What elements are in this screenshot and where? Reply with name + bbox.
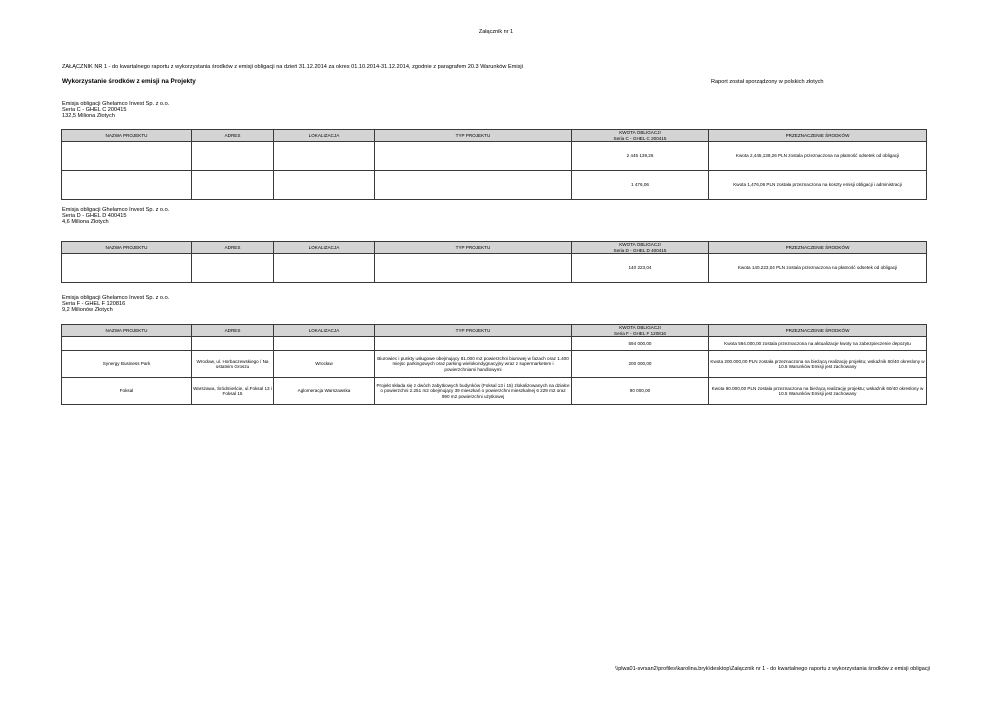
table-row: [62, 351, 927, 378]
col-project-type: TYP PROJEKTU: [375, 130, 572, 142]
cell-purpose: Kwota 200.000,00 PLN została przeznaczona na bieżącą realizację projektu; wskaźnik 60/40 okreslony w 10.5 Warunków Emisji jest zachowany: [709, 351, 927, 378]
cell-location: Aglomeracja Warszawska: [274, 378, 375, 405]
cell-name: [62, 171, 192, 200]
cell-purpose: Kwota 2,445,139,26 PLN zostala przeznaczona na płatność odsetek od obligacji: [709, 142, 927, 171]
issue-size: 132,5 Miliona Złotych: [62, 113, 115, 120]
currency-note: Raport został sporządzony w polskich złotych: [711, 79, 824, 85]
cell-purpose: Kwota 594.000,00 zostala przeznaczona na aktualizacje kwoty na zabezpieczenie depozytu: [709, 337, 927, 351]
cell-name: Synergy Business Park: [62, 351, 192, 378]
document-title: ZAŁĄCZNIK NR 1 - do kwartalnego raportu z wykorzystania środków z emisji obligacji na dzień 31.12.2014 za okres 01.10.2014-31.12.2014, zgodnie z paragrafem 20.3 Warunków Emisji: [62, 64, 523, 70]
cell-location: [274, 254, 375, 283]
col-address: ADRES: [192, 130, 274, 142]
series-name: Seria F - GHEL F 120816: [62, 301, 126, 308]
issue-info-d: [62, 207, 169, 225]
projects-table-series-c: [61, 129, 927, 200]
col-amount-label: KWOTA OBLIGACJI: [619, 130, 661, 136]
cell-location: Wrocław: [274, 351, 375, 378]
col-amount: [572, 242, 709, 254]
cell-purpose: Kwota 90.000,00 PLN została przeznaczona na bieżącą realizację projektu; wskaźnik 60/40 okreslony w 10.5 Warunków Emisji jest zachowany: [709, 378, 927, 405]
cell-name: [62, 337, 192, 351]
issuer-name: Emisja obligacji Ghelamco Invest Sp. z o.o.: [62, 101, 170, 107]
cell-address: Wrocław, ul. Horbaczewskiego / Na ostatnim Groszu: [192, 351, 274, 378]
cell-location: [274, 171, 375, 200]
cell-type: [375, 337, 572, 351]
col-project-name: NAZWA PROJEKTU: [62, 130, 192, 142]
file-path-footer: \\plwa01-svrsan2\profiles\karolina.bryk\desktop\Załącznik nr 1 - do kwartalnego raportu z wykorzystania środków z emisji obligacji: [615, 666, 930, 672]
col-amount-series: Seria D - GHEL D 400415: [613, 247, 667, 253]
cell-type: Biurowiec i punkty usługowe obejmujący 81.000 m2 powierzchni biurowej w fazach oraz 1.400 miejsc parkingowych oraz parking wielokondygnacyjny wraz z supermarketem i powierzchniami handlowymi: [375, 351, 572, 378]
col-amount-label: KWOTA OBLIGACJI: [619, 325, 661, 331]
col-location: LOKALIZACJA: [274, 242, 375, 254]
cell-address: [192, 171, 274, 200]
col-location: LOKALIZACJA: [274, 130, 375, 142]
issue-size: 9,2 Milionów Złotych: [62, 307, 113, 314]
col-amount-label: KWOTA OBLIGACJI: [619, 242, 661, 248]
cell-amount: 200 000,00: [572, 351, 709, 378]
issue-info-c: [62, 101, 169, 119]
page-header-label: Załącznik nr 1: [478, 29, 514, 35]
table-header-row: [62, 130, 927, 142]
cell-purpose: Kwota 140.223,04 PLN zostala przeznaczona na płatność odsetek od obligacji: [709, 254, 927, 283]
cell-name: [62, 254, 192, 283]
col-project-type: TYP PROJEKTU: [375, 325, 572, 337]
cell-amount: 594 000,00: [572, 337, 709, 351]
cell-amount: 2 445 139,26: [572, 142, 709, 171]
col-amount: [572, 130, 709, 142]
col-address: ADRES: [192, 242, 274, 254]
col-location: LOKALIZACJA: [274, 325, 375, 337]
series-name: Seria D - GHEL D 400415: [62, 213, 127, 220]
cell-address: [192, 142, 274, 171]
cell-type: [375, 142, 572, 171]
col-purpose: PRZEZNACZENIE ŚRODKÓW: [709, 242, 927, 254]
col-project-name: NAZWA PROJEKTU: [62, 325, 192, 337]
issuer-name: Emisja obligacji Ghelamco Invest Sp. z o.o.: [62, 207, 170, 213]
cell-amount: 90 000,00: [572, 378, 709, 405]
cell-purpose: Kwota 1,476,06 PLN została przeznaczona na koszty emisji obligacji i administracji: [709, 171, 927, 200]
cell-type: [375, 254, 572, 283]
table-header-row: [62, 242, 927, 254]
col-amount-series: Seria F - GHEL F 120816: [614, 330, 666, 336]
table-row: [62, 142, 927, 171]
issue-size: 4,6 Miliona Złotych: [62, 219, 109, 226]
cell-name: Foksal: [62, 378, 192, 405]
section-heading: Wykorzystanie środków z emisji na Projekty: [62, 78, 196, 85]
cell-location: [274, 337, 375, 351]
table-row: [62, 171, 927, 200]
col-project-type: TYP PROJEKTU: [375, 242, 572, 254]
col-purpose: PRZEZNACZENIE ŚRODKÓW: [709, 325, 927, 337]
cell-type: [375, 171, 572, 200]
table-row: [62, 337, 927, 351]
col-address: ADRES: [192, 325, 274, 337]
cell-name: [62, 142, 192, 171]
series-name: Seria C - GHEL C 200415: [62, 107, 127, 114]
col-amount-series: Seria C - GHEL C 200415: [613, 135, 667, 141]
cell-address: [192, 337, 274, 351]
issue-info-f: [62, 295, 169, 313]
cell-type: Projekt składa się z dwóch zabytkowych budynków (Foksal 13 i 15) zlokalizowanych na działce o powierzchni 2.251 m2 obejmujący 39 mieszkań o powierzchni mieszkalnej 6 229 m2 oraz 990 m2 powierzchni użytkowej: [375, 378, 572, 405]
table-header-row: [62, 325, 927, 337]
col-purpose: PRZEZNACZENIE ŚRODKÓW: [709, 130, 927, 142]
cell-location: [274, 142, 375, 171]
table-row: [62, 378, 927, 405]
col-amount: [572, 325, 709, 337]
cell-address: [192, 254, 274, 283]
issuer-name: Emisja obligacji Ghelamco Invest Sp. z o.o.: [62, 295, 170, 301]
table-row: [62, 254, 927, 283]
projects-table-series-f: [61, 324, 927, 405]
col-project-name: NAZWA PROJEKTU: [62, 242, 192, 254]
cell-address: Warszawa, Śródmieście, ul.Foksal 13 i Foksal 15: [192, 378, 274, 405]
cell-amount: 140 223,04: [572, 254, 709, 283]
projects-table-series-d: [61, 241, 927, 283]
cell-amount: 1 476,06: [572, 171, 709, 200]
